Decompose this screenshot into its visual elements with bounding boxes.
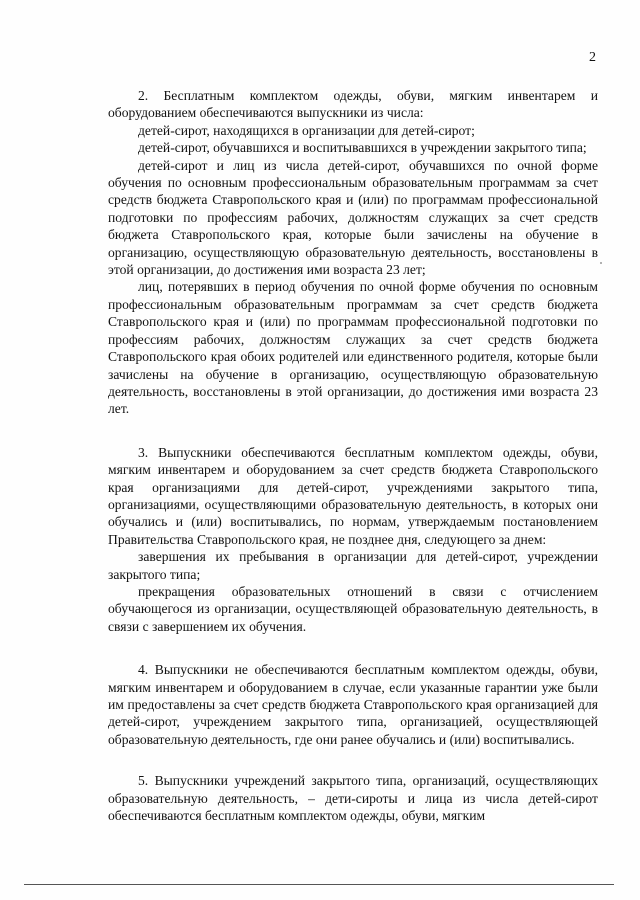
paragraph: прекращения образовательных отношений в связи с отчислением обучающегося из организации, осуществляющей образовательную деятельность, в связи с завершением их обучения. — [108, 583, 598, 634]
section-spacer — [108, 418, 598, 444]
section-4 — [108, 661, 598, 748]
section-spacer — [108, 635, 598, 661]
paragraph: 4. Выпускники не обеспечиваются бесплатным комплектом одежды, обуви, мягким инвентарем и оборудованием в случае, если указанные гарантии уже были им предоставлены за счет средств бюджета Ставропольского края организацией для детей-сирот, учреждением закрытого типа, организацией, осуществляющей образовательную деятельность, где они ранее обучались и (или) воспитывались. — [108, 662, 598, 747]
paragraph: детей-сирот, обучавшихся и воспитывавшихся в учреждении закрытого типа; — [138, 140, 587, 156]
paragraph: детей-сирот, находящихся в организации для детей-сирот; — [138, 122, 475, 138]
section-5 — [108, 772, 598, 824]
section-spacer — [108, 748, 598, 772]
page-number: 2 — [589, 50, 596, 65]
scan-speck — [600, 262, 602, 264]
paragraph: лиц, потерявших в период обучения по очной форме обучения по основным профессиональным образовательным программам за счет средств бюджета Ставропольского края и (или) по программам профессиональной подготовки по профессиям рабочих, должностям служащих за счет средств бюджета Ставропольского края обоих родителей или единственного родителя, которые были зачислены на обучение в организацию, осуществляющую образовательную деятельность, восстановлены в этой организации, до достижения ими возраста 23 лет. — [108, 279, 598, 417]
section-3 — [108, 444, 598, 635]
paragraph: 2. Бесплатным комплектом одежды, обуви, мягким инвентарем и оборудованием обеспечиваются выпускники из числа: — [108, 88, 598, 121]
page-bottom-rule — [24, 884, 614, 885]
section-2 — [108, 87, 598, 418]
paragraph: 5. Выпускники учреждений закрытого типа, организаций, осуществляющих образовательную деятельность, – дети-сироты и лица из числа детей-сирот обеспечиваются бесплатным комплектом одежды, обуви, мягким — [108, 773, 598, 824]
paragraph: завершения их пребывания в организации для детей-сирот, учреждении закрытого типа; — [108, 549, 598, 582]
paragraph: детей-сирот и лиц из числа детей-сирот, обучавшихся по очной форме обучения по основным профессиональным образовательным программам за счет средств бюджета Ставропольского края и (или) по программам профессиональной подготовки по профессиям рабочих, должностям служащих за счет средств бюджета Ставропольского края, которые были зачислены на обучение в организацию, осуществляющую образовательную деятельность, восстановлены в этой организации, до достижения ими возраста 23 лет; — [108, 157, 598, 278]
document-body — [108, 87, 598, 824]
paragraph: 3. Выпускники обеспечиваются бесплатным комплектом одежды, обуви, мягким инвентарем и оборудованием за счет средств бюджета Ставропольского края организациями для детей-сирот, учреждениями закрытого типа, организациями, осуществляющими образовательную деятельность, в которых они обучались и (или) воспитывались, по нормам, утверждаемым постановлением Правительства Ставропольского края, не позднее дня, следующего за днем: — [108, 444, 598, 547]
